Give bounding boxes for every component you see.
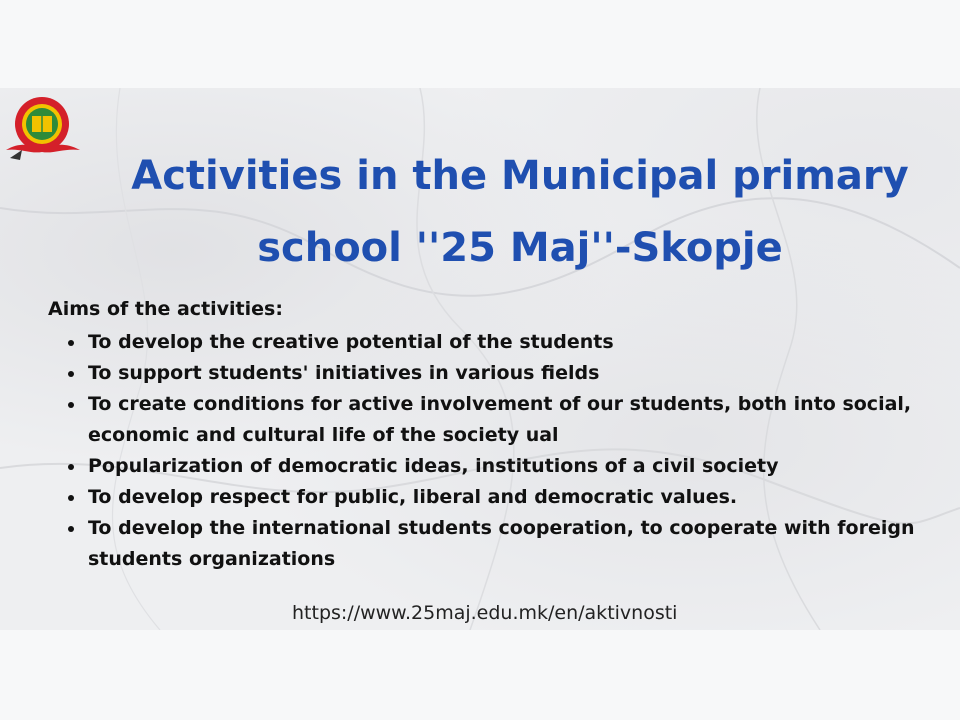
source-url: https://www.25maj.edu.mk/en/aktivnosti [292, 602, 678, 624]
list-item: Popularization of democratic ideas, institutions of a civil society [66, 451, 960, 482]
list-item: To support students' initiatives in various fields [66, 358, 960, 389]
page-title: Activities in the Municipal primary school ''25 Maj''-Skopje [131, 153, 909, 271]
slide [0, 88, 960, 630]
list-item: To create conditions for active involvement of our students, both into social, economic and cultural life of the society ual [66, 389, 960, 451]
school-emblem-icon [2, 92, 82, 166]
aims-list [66, 327, 960, 575]
aims-heading: Aims of the activities: [48, 298, 283, 320]
list-item: To develop the creative potential of the students [66, 327, 960, 358]
list-item: To develop the international students cooperation, to cooperate with foreign students organizations [66, 513, 960, 575]
list-item: To develop respect for public, liberal and democratic values. [66, 482, 960, 513]
